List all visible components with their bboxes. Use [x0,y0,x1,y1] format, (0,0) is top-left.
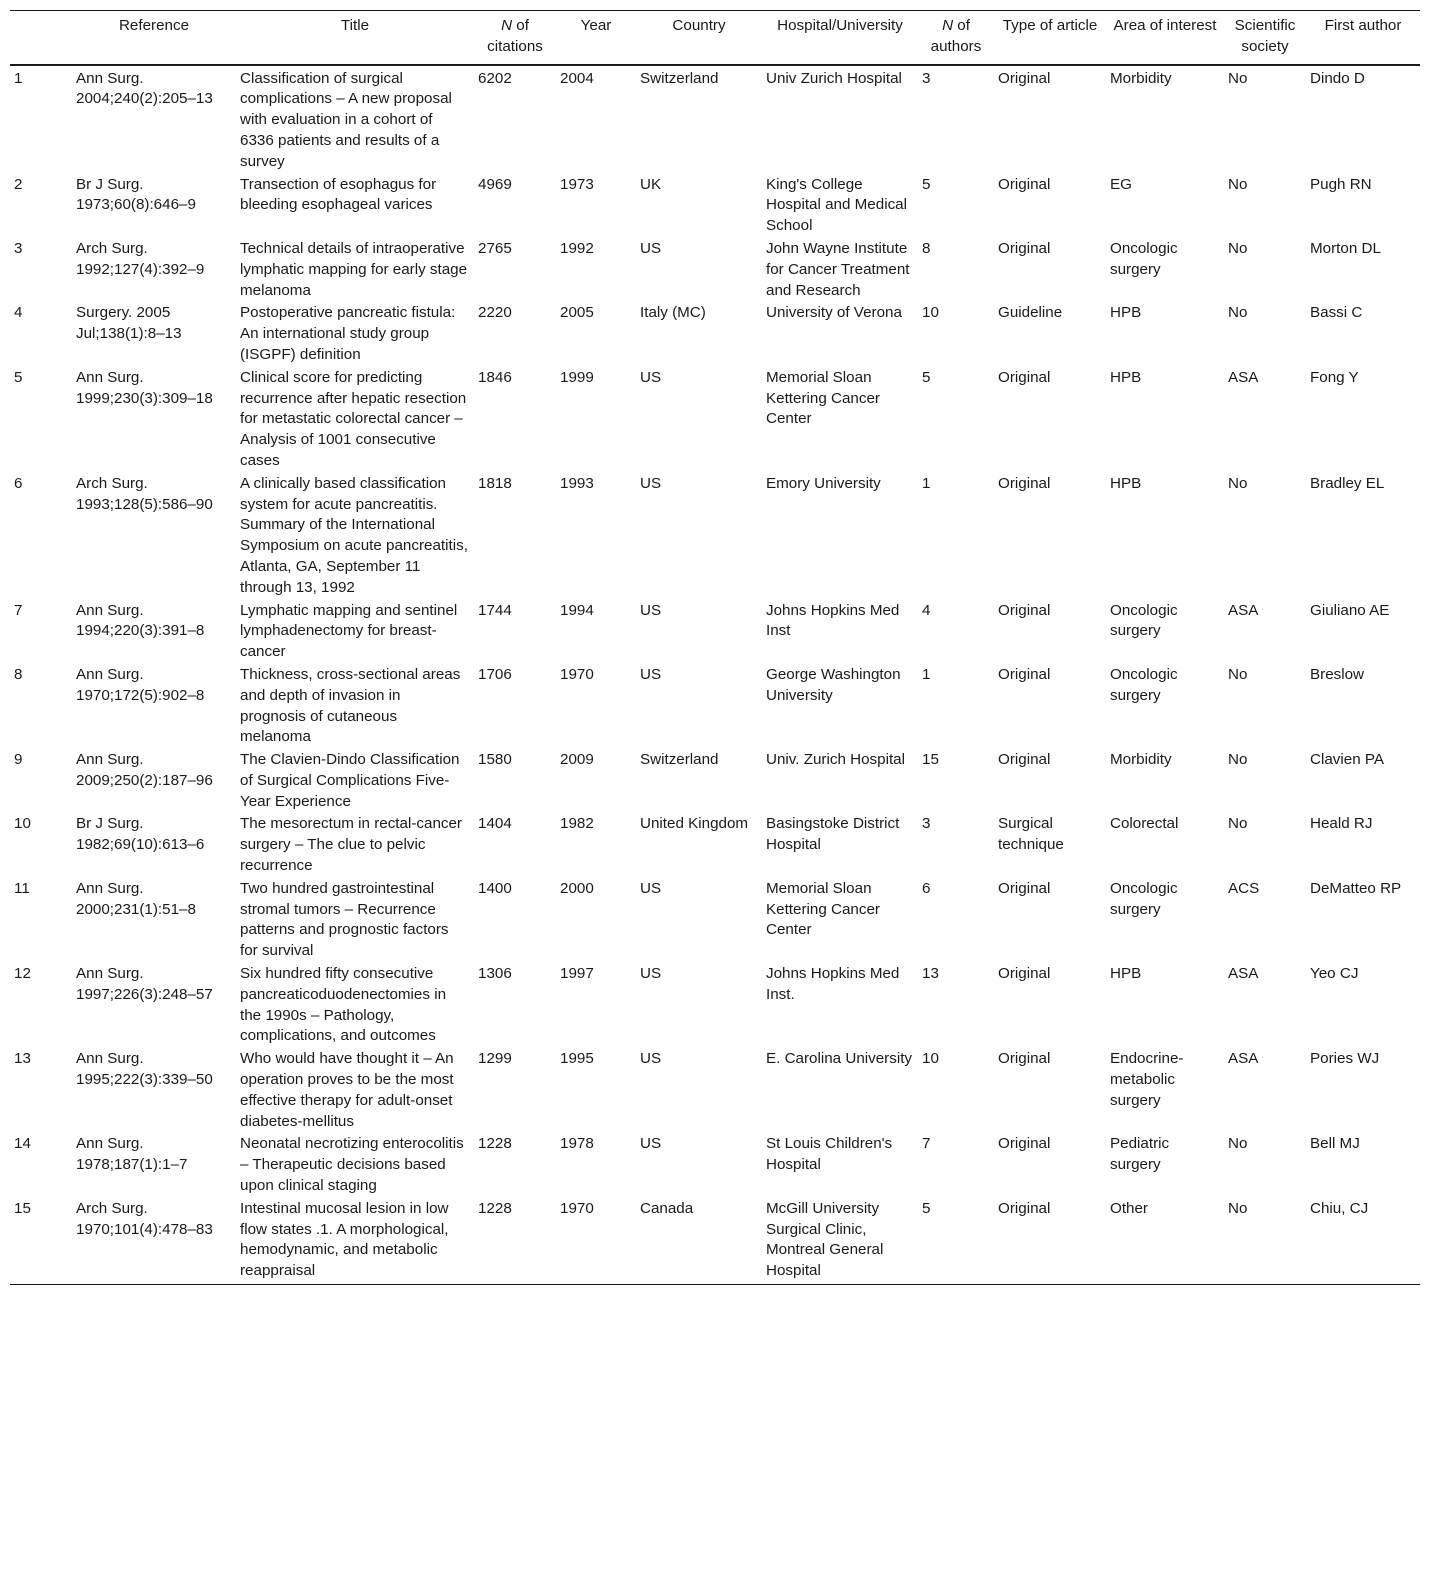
cell-authors: 1 [922,474,931,492]
cell-first-author: Yeo CJ [1310,965,1359,983]
cell-type: Original [998,965,1051,983]
cell-index: 8 [14,665,23,683]
cell-reference: Ann Surg. 1999;230(3):309–18 [76,368,213,407]
cell-first-author: Fong Y [1310,368,1359,386]
table-row [10,65,1420,174]
cell-title: The mesorectum in rectal-cancer surgery – The clue to pelvic recurrence [240,815,462,875]
cell-country: Canada [636,1198,762,1285]
cell-hospital: Emory University [766,474,881,492]
header-area: Area of interest [1106,11,1224,65]
cell-type: Original [998,879,1051,897]
cell-first-author: Chiu, CJ [1306,1198,1420,1285]
cell-hospital: Univ Zurich Hospital [766,69,902,87]
cell-reference: Ann Surg. 1978;187(1):1–7 [76,1135,188,1174]
cell-index: 15 [10,1198,72,1285]
cell-country: Switzerland [640,751,719,769]
cell-hospital: George Washington University [766,665,901,704]
header-year: Year [556,11,636,65]
cell-index: 6 [14,474,23,492]
cell-citations: 1744 [478,601,512,619]
table-row [10,878,1420,963]
cell-hospital: University of Verona [766,304,902,322]
cell-society: No [1228,175,1248,193]
cell-type: Original [998,601,1051,619]
cell-type: Guideline [998,304,1063,322]
cell-country: US [640,601,662,619]
cell-first-author: Bell MJ [1310,1135,1360,1153]
cell-title: The Clavien-Dindo Classification of Surgical Complications Five-Year Experience [240,751,460,810]
cell-area: HPB [1110,368,1142,386]
cell-authors: 1 [922,665,931,683]
cell-first-author: Pories WJ [1310,1050,1380,1068]
cell-area: Oncologic surgery [1110,665,1178,704]
cell-reference: Surgery. 2005 Jul;138(1):8–13 [76,304,182,343]
cell-type: Original [998,368,1051,386]
cell-index: 12 [14,965,31,983]
cell-first-author: Bradley EL [1310,474,1385,492]
header-country: Country [636,11,762,65]
cell-year: 2004 [560,69,594,87]
cell-society: No [1228,751,1248,769]
table-row [10,749,1420,813]
cell-area: Morbidity [1110,69,1172,87]
cell-citations: 1400 [478,879,512,897]
cell-citations: 1580 [478,751,512,769]
cell-hospital: Basingstoke District Hospital [766,815,900,854]
cell-hospital: Johns Hopkins Med Inst. [766,965,900,1003]
cell-year: 2000 [560,879,594,897]
cell-society: No [1228,239,1248,257]
cell-citations: 2220 [478,304,512,322]
cell-title: Transection of esophagus for bleeding esophageal varices [240,175,437,214]
table-row [10,302,1420,366]
header-n-citations-n: N [501,17,513,34]
cell-area: Pediatric surgery [1110,1135,1170,1174]
cell-title: Classification of surgical complications – A new proposal with evaluation in a cohort of 6336 patients and results of a survey [240,69,452,170]
cell-society: No [1228,304,1248,322]
table-body [10,65,1420,1285]
cell-authors: 4 [922,601,931,619]
cell-society: No [1228,1135,1248,1153]
cell-citations: 1706 [478,665,512,683]
cell-citations: 1299 [478,1050,512,1068]
cell-type: Original [998,474,1051,492]
cell-reference: Br J Surg. 1982;69(10):613–6 [76,815,205,854]
cell-index: 4 [14,304,23,322]
cell-index: 7 [14,601,23,619]
cell-year: 1997 [560,965,594,983]
cell-index: 10 [14,815,31,833]
cell-index: 9 [14,751,23,769]
cell-authors: 10 [922,304,939,322]
cell-society: No [1228,815,1248,833]
cell-area: Colorectal [1110,815,1179,833]
citations-table [10,10,1420,1285]
header-first-author: First author [1306,11,1420,65]
cell-citations: 1846 [478,368,512,386]
cell-reference: Ann Surg. 1995;222(3):339–50 [76,1050,213,1089]
cell-country: US [640,665,662,683]
table-row [10,963,1420,1048]
cell-index: 2 [14,175,23,193]
cell-year: 2005 [560,304,594,322]
header-index [10,11,72,65]
cell-area: HPB [1110,304,1142,322]
cell-reference: Ann Surg. 1994;220(3):391–8 [76,601,205,640]
cell-reference: Arch Surg. 1992;127(4):392–9 [76,239,205,278]
cell-title: Thickness, cross-sectional areas and depth of invasion in prognosis of cutaneous melanoma [240,665,461,746]
cell-society: No [1228,665,1248,683]
cell-area: HPB [1110,965,1142,983]
cell-citations: 2765 [478,239,512,257]
cell-reference: Ann Surg. 2009;250(2):187–96 [76,751,213,789]
table-row [10,1198,1420,1285]
table-row [10,473,1420,600]
cell-first-author: Morton DL [1310,239,1381,257]
cell-society: No [1224,1198,1306,1285]
header-n-citations [474,11,556,65]
cell-citations: 1404 [478,815,512,833]
cell-year: 2009 [560,751,594,769]
cell-type: Original [998,751,1051,769]
cell-reference: Br J Surg. 1973;60(8):646–9 [76,175,196,214]
cell-year: 1970 [560,665,594,683]
cell-country: Switzerland [640,69,719,87]
cell-reference: Ann Surg. 1970;172(5):902–8 [76,665,205,704]
cell-hospital: John Wayne Institute for Cancer Treatment and Research [766,239,910,299]
cell-type: Original [998,1135,1051,1153]
cell-citations: 1306 [478,965,512,983]
cell-year: 1995 [560,1050,594,1068]
cell-area: Other [1106,1198,1224,1285]
cell-first-author: Pugh RN [1310,175,1372,193]
cell-society: No [1228,69,1248,87]
cell-area: Oncologic surgery [1110,601,1178,640]
cell-year: 1993 [560,474,594,492]
cell-country: US [640,879,662,897]
citations-table-container [10,10,1420,1285]
cell-title: Lymphatic mapping and sentinel lymphadenectomy for breast-cancer [240,601,458,661]
cell-hospital: E. Carolina University [766,1050,913,1068]
cell-society: ASA [1228,368,1259,386]
cell-citations: 1228 [474,1198,556,1285]
cell-type: Original [998,175,1051,193]
header-row [10,11,1420,65]
cell-year: 1994 [560,601,594,619]
header-title: Title [236,11,474,65]
cell-society: No [1228,474,1248,492]
cell-reference: Ann Surg. 1997;226(3):248–57 [76,965,213,1003]
cell-society: ACS [1228,879,1260,897]
header-reference: Reference [72,11,236,65]
header-hospital: Hospital/University [762,11,918,65]
header-n-authors-rest: of authors [930,17,982,55]
cell-citations: 4969 [478,175,512,193]
cell-hospital: Memorial Sloan Kettering Cancer Center [766,879,880,939]
cell-first-author: Dindo D [1310,69,1365,87]
cell-title: Neonatal necrotizing enterocolitis – Therapeutic decisions based upon clinical staging [240,1135,464,1195]
cell-year: 1978 [560,1135,594,1153]
cell-first-author: Bassi C [1310,304,1363,322]
cell-hospital: McGill University Surgical Clinic, Montreal General Hospital [762,1198,918,1285]
cell-title: Clinical score for predicting recurrence after hepatic resection for metastatic colorectal cancer – Analysis of 1001 consecutive cases [240,368,467,469]
table-row [10,174,1420,238]
cell-first-author: Giuliano AE [1310,601,1390,619]
cell-year: 1982 [560,815,594,833]
cell-index: 11 [14,879,30,897]
cell-authors: 13 [922,965,939,983]
cell-index: 1 [14,69,23,87]
cell-title: Two hundred gastrointestinal stromal tumors – Recurrence patterns and prognostic factors for survival [240,879,449,960]
cell-area: EG [1110,175,1132,193]
cell-index: 14 [14,1135,31,1153]
cell-hospital: Memorial Sloan Kettering Cancer Center [766,368,880,428]
cell-index: 5 [14,368,23,386]
cell-citations: 1228 [478,1135,512,1153]
cell-title: Postoperative pancreatic fistula: An international study group (ISGPF) definition [240,304,456,363]
cell-country: US [640,368,662,386]
header-n-citations-rest: of citations [487,17,543,55]
table-row [10,238,1420,302]
cell-country: US [640,239,662,257]
table-row [10,367,1420,473]
cell-area: Oncologic surgery [1110,879,1178,918]
cell-citations: 1818 [478,474,512,492]
cell-year: 1999 [560,368,594,386]
cell-title: Intestinal mucosal lesion in low flow states .1. A morphological, hemodynamic, and metabolic reappraisal [236,1198,474,1285]
cell-area: HPB [1110,474,1142,492]
cell-authors: 7 [922,1135,931,1153]
cell-society: ASA [1228,965,1259,983]
cell-country: Italy (MC) [640,304,706,322]
cell-area: Endocrine-metabolic surgery [1110,1050,1184,1109]
cell-authors: 5 [922,175,931,193]
cell-authors: 3 [922,69,931,87]
cell-country: US [640,965,662,983]
cell-authors: 8 [922,239,931,257]
cell-year: 1992 [560,239,594,257]
cell-first-author: Heald RJ [1310,815,1373,833]
cell-reference: Arch Surg. 1993;128(5):586–90 [76,474,213,513]
cell-society: ASA [1228,601,1259,619]
cell-area: Oncologic surgery [1110,239,1178,278]
cell-authors: 5 [918,1198,994,1285]
cell-authors: 6 [922,879,931,897]
cell-citations: 6202 [478,69,512,87]
cell-authors: 10 [922,1050,939,1068]
table-header [10,11,1420,65]
cell-authors: 15 [922,751,939,769]
cell-reference: Ann Surg. 2000;231(1):51–8 [76,879,196,918]
cell-year: 1970 [556,1198,636,1285]
header-n-authors [918,11,994,65]
cell-country: US [640,474,662,492]
table-row [10,600,1420,664]
cell-society: ASA [1228,1050,1259,1068]
header-type: Type of article [994,11,1106,65]
cell-type: Original [994,1198,1106,1285]
cell-first-author: Breslow [1310,665,1365,683]
cell-type: Original [998,239,1051,257]
cell-authors: 5 [922,368,931,386]
cell-title: Technical details of intraoperative lymphatic mapping for early stage melanoma [240,239,468,299]
cell-type: Original [998,665,1051,683]
cell-reference: Arch Surg. 1970;101(4):478–83 [72,1198,236,1285]
cell-title: Who would have thought it – An operation proves to be the most effective therapy for adult-onset diabetes-mellitus [240,1050,454,1130]
cell-authors: 3 [922,815,931,833]
cell-title: A clinically based classification system for acute pancreatitis. Summary of the International Symposium on acute pancreatitis, Atlanta, GA, September 11 through 13, 1992 [240,474,468,596]
table-row [10,1048,1420,1133]
cell-title: Six hundred fifty consecutive pancreaticoduodenectomies in the 1990s – Pathology, complications, and outcomes [240,965,447,1045]
cell-type: Original [998,69,1051,87]
cell-reference: Ann Surg. 2004;240(2):205–13 [76,69,213,108]
header-n-authors-n: N [942,17,954,34]
cell-first-author: DeMatteo RP [1310,879,1402,897]
cell-year: 1973 [560,175,594,193]
header-society: Scientific society [1224,11,1306,65]
cell-type: Original [998,1050,1051,1068]
cell-hospital: Johns Hopkins Med Inst [766,601,900,640]
cell-first-author: Clavien PA [1310,751,1385,769]
table-row [10,1133,1420,1197]
table-row [10,813,1420,877]
table-row [10,664,1420,749]
cell-hospital: St Louis Children's Hospital [766,1135,893,1174]
cell-country: United Kingdom [640,815,749,833]
cell-country: US [640,1050,662,1068]
cell-country: US [640,1135,662,1153]
cell-hospital: King's College Hospital and Medical School [766,175,907,235]
cell-hospital: Univ. Zurich Hospital [766,751,905,769]
cell-area: Morbidity [1110,751,1172,769]
cell-index: 3 [14,239,23,257]
cell-country: UK [640,175,662,193]
cell-type: Surgical technique [998,815,1064,854]
cell-index: 13 [14,1050,31,1068]
